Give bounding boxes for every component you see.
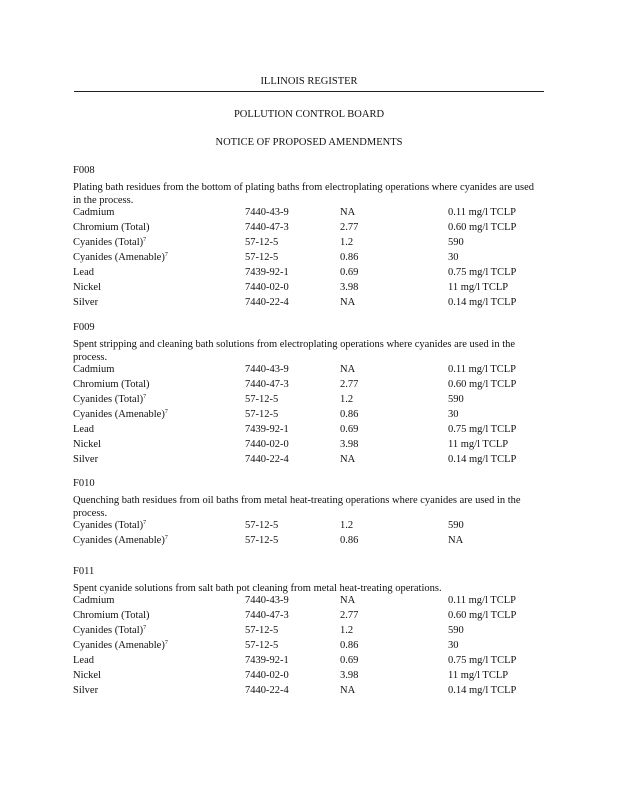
- wastewater-standard: 0.69: [340, 424, 359, 435]
- cas-number: 7440-02-0: [245, 282, 289, 293]
- wastewater-standard: 0.86: [340, 409, 359, 420]
- cas-number: 7440-43-9: [245, 364, 289, 375]
- constituent-row: [73, 237, 543, 252]
- constituent-name: [73, 223, 150, 234]
- constituent-name: [73, 596, 114, 607]
- constituent-name: [73, 425, 94, 436]
- constituent-label: Nickel: [73, 282, 101, 293]
- nonwastewater-standard: 590: [448, 520, 464, 531]
- cas-number: 57-12-5: [245, 394, 279, 405]
- cas-number: 57-12-5: [245, 640, 279, 651]
- waste-description: Spent cyanide solutions from salt bath pot cleaning from metal heat-treating operations.: [73, 583, 442, 594]
- constituent-label: Cadmium: [73, 595, 115, 606]
- footnote-marker: 7: [164, 640, 168, 646]
- cas-number: 7440-22-4: [245, 685, 289, 696]
- constituent-name: [73, 253, 168, 264]
- cas-number: 57-12-5: [245, 409, 279, 420]
- nonwastewater-standard: 0.14 mg/l TCLP: [448, 454, 517, 465]
- constituent-name: [73, 611, 150, 622]
- nonwastewater-standard: 0.11 mg/l TCLP: [448, 595, 516, 606]
- nonwastewater-standard: 590: [448, 625, 464, 636]
- constituent-label: Cyanides (Amenable): [73, 535, 165, 546]
- constituent-name: [73, 536, 168, 547]
- constituent-row: [73, 610, 543, 625]
- footnote-marker: 7: [143, 237, 147, 243]
- nonwastewater-standard: 0.11 mg/l TCLP: [448, 364, 516, 375]
- constituent-name: [73, 671, 101, 682]
- waste-code: F010: [73, 478, 95, 489]
- constituent-name: [73, 656, 94, 667]
- waste-code: F008: [73, 165, 95, 176]
- wastewater-standard: 3.98: [340, 282, 359, 293]
- constituent-name: [73, 208, 114, 219]
- wastewater-standard: 1.2: [340, 394, 354, 405]
- wastewater-standard: 3.98: [340, 670, 359, 681]
- wastewater-standard: 2.77: [340, 610, 359, 621]
- cas-number: 7440-47-3: [245, 222, 289, 233]
- waste-code: F011: [73, 566, 95, 577]
- constituent-row: [73, 222, 543, 237]
- constituent-row: [73, 670, 543, 685]
- nonwastewater-standard: NA: [448, 535, 464, 546]
- nonwastewater-standard: 0.60 mg/l TCLP: [448, 379, 517, 390]
- cas-number: 7440-43-9: [245, 595, 289, 606]
- wastewater-standard: NA: [340, 297, 356, 308]
- nonwastewater-standard: 0.75 mg/l TCLP: [448, 424, 517, 435]
- nonwastewater-standard: 30: [448, 640, 459, 651]
- constituent-name: [73, 455, 98, 466]
- constituent-label: Chromium (Total): [73, 610, 150, 621]
- waste-section-f010: [73, 479, 543, 550]
- constituent-name: [73, 686, 98, 697]
- cas-number: 7440-47-3: [245, 379, 289, 390]
- wastewater-standard: 0.86: [340, 640, 359, 651]
- cas-number: 57-12-5: [245, 237, 279, 248]
- constituent-name: [73, 268, 94, 279]
- constituent-label: Cyanides (Total): [73, 520, 144, 531]
- cas-number: 7440-22-4: [245, 297, 289, 308]
- constituent-label: Nickel: [73, 670, 101, 681]
- constituent-label: Silver: [73, 297, 99, 308]
- wastewater-standard: 1.2: [340, 520, 354, 531]
- nonwastewater-standard: 0.75 mg/l TCLP: [448, 655, 517, 666]
- nonwastewater-standard: 0.75 mg/l TCLP: [448, 267, 517, 278]
- nonwastewater-standard: 30: [448, 252, 459, 263]
- constituent-row: [73, 454, 543, 469]
- nonwastewater-standard: 0.60 mg/l TCLP: [448, 610, 517, 621]
- nonwastewater-standard: 11 mg/l TCLP: [448, 670, 509, 681]
- cas-number: 57-12-5: [245, 520, 279, 531]
- constituent-row: [73, 282, 543, 297]
- constituent-label: Silver: [73, 454, 99, 465]
- constituent-label: Silver: [73, 685, 99, 696]
- cas-number: 7439-92-1: [245, 267, 289, 278]
- cas-number: 7440-02-0: [245, 670, 289, 681]
- waste-description: Spent stripping and cleaning bath solutions from electroplating operations where cyanides are used in the process.: [73, 339, 516, 363]
- footnote-marker: 7: [143, 394, 147, 400]
- footnote-marker: 7: [164, 252, 168, 258]
- cas-number: 7439-92-1: [245, 655, 289, 666]
- constituent-table: [73, 364, 543, 469]
- nonwastewater-standard: 590: [448, 237, 464, 248]
- cas-number: 57-12-5: [245, 625, 279, 636]
- nonwastewater-standard: 11 mg/l TCLP: [448, 439, 509, 450]
- wastewater-standard: NA: [340, 454, 356, 465]
- nonwastewater-standard: 0.60 mg/l TCLP: [448, 222, 517, 233]
- constituent-label: Cyanides (Amenable): [73, 252, 165, 263]
- waste-section-f009: [73, 323, 543, 469]
- nonwastewater-standard: 590: [448, 394, 464, 405]
- constituent-label: Cyanides (Total): [73, 237, 144, 248]
- constituent-row: [73, 439, 543, 454]
- waste-section-f008: [73, 166, 543, 312]
- cas-number: 7440-47-3: [245, 610, 289, 621]
- wastewater-standard: 2.77: [340, 379, 359, 390]
- nonwastewater-standard: 11 mg/l TCLP: [448, 282, 509, 293]
- nonwastewater-standard: 30: [448, 409, 459, 420]
- constituent-row: [73, 297, 543, 312]
- waste-code: F009: [73, 322, 95, 333]
- wastewater-standard: NA: [340, 595, 356, 606]
- register-title: ILLINOIS REGISTER: [260, 76, 358, 87]
- nonwastewater-standard: 0.14 mg/l TCLP: [448, 297, 517, 308]
- constituent-label: Cyanides (Total): [73, 625, 144, 636]
- footnote-marker: 7: [143, 625, 147, 631]
- constituent-name: [73, 298, 98, 309]
- constituent-row: [73, 655, 543, 670]
- constituent-row: [73, 409, 543, 424]
- constituent-row: [73, 535, 543, 550]
- constituent-name: [73, 380, 150, 391]
- waste-description: Plating bath residues from the bottom of plating baths from electroplating operations where cyanides are used in the process.: [73, 182, 534, 206]
- constituent-row: [73, 267, 543, 282]
- constituent-row: [73, 252, 543, 267]
- constituent-row: [73, 424, 543, 439]
- constituent-row: [73, 520, 543, 535]
- constituent-table: [73, 207, 543, 312]
- constituent-name: [73, 641, 168, 652]
- waste-section-f011: [73, 567, 543, 700]
- constituent-label: Cyanides (Amenable): [73, 409, 165, 420]
- board-title: POLLUTION CONTROL BOARD: [233, 109, 385, 120]
- wastewater-standard: 0.69: [340, 655, 359, 666]
- constituent-row: [73, 394, 543, 409]
- constituent-row: [73, 625, 543, 640]
- footnote-marker: 7: [164, 409, 168, 415]
- wastewater-standard: 0.86: [340, 535, 359, 546]
- wastewater-standard: NA: [340, 207, 356, 218]
- wastewater-standard: 1.2: [340, 237, 354, 248]
- constituent-row: [73, 595, 543, 610]
- constituent-row: [73, 685, 543, 700]
- constituent-name: [73, 521, 146, 532]
- cas-number: 7440-22-4: [245, 454, 289, 465]
- constituent-label: Cyanides (Total): [73, 394, 144, 405]
- constituent-label: Cyanides (Amenable): [73, 640, 165, 651]
- constituent-name: [73, 395, 146, 406]
- constituent-name: [73, 440, 101, 451]
- wastewater-standard: 0.69: [340, 267, 359, 278]
- header-rule: [74, 91, 544, 92]
- cas-number: 57-12-5: [245, 252, 279, 263]
- constituent-table: [73, 520, 543, 550]
- constituent-label: Lead: [73, 424, 94, 435]
- constituent-name: [73, 410, 168, 421]
- cas-number: 7440-02-0: [245, 439, 289, 450]
- cas-number: 7440-43-9: [245, 207, 289, 218]
- constituent-label: Cadmium: [73, 364, 115, 375]
- waste-description: Quenching bath residues from oil baths from metal heat-treating operations where cyanides are used in the process.: [73, 495, 521, 519]
- constituent-name: [73, 365, 114, 376]
- wastewater-standard: NA: [340, 364, 356, 375]
- wastewater-standard: 1.2: [340, 625, 354, 636]
- cas-number: 7439-92-1: [245, 424, 289, 435]
- wastewater-standard: 3.98: [340, 439, 359, 450]
- constituent-name: [73, 626, 146, 637]
- constituent-row: [73, 207, 543, 222]
- wastewater-standard: 2.77: [340, 222, 359, 233]
- constituent-label: Chromium (Total): [73, 222, 150, 233]
- footnote-marker: 7: [143, 520, 147, 526]
- footnote-marker: 7: [164, 535, 168, 541]
- constituent-name: [73, 238, 146, 249]
- constituent-row: [73, 379, 543, 394]
- constituent-row: [73, 364, 543, 379]
- constituent-label: Lead: [73, 267, 94, 278]
- wastewater-standard: 0.86: [340, 252, 359, 263]
- cas-number: 57-12-5: [245, 535, 279, 546]
- constituent-label: Cadmium: [73, 207, 115, 218]
- constituent-name: [73, 283, 101, 294]
- nonwastewater-standard: 0.11 mg/l TCLP: [448, 207, 516, 218]
- constituent-label: Lead: [73, 655, 94, 666]
- constituent-table: [73, 595, 543, 700]
- constituent-label: Nickel: [73, 439, 101, 450]
- constituent-row: [73, 640, 543, 655]
- constituent-label: Chromium (Total): [73, 379, 150, 390]
- wastewater-standard: NA: [340, 685, 356, 696]
- notice-title: NOTICE OF PROPOSED AMENDMENTS: [215, 137, 403, 148]
- nonwastewater-standard: 0.14 mg/l TCLP: [448, 685, 517, 696]
